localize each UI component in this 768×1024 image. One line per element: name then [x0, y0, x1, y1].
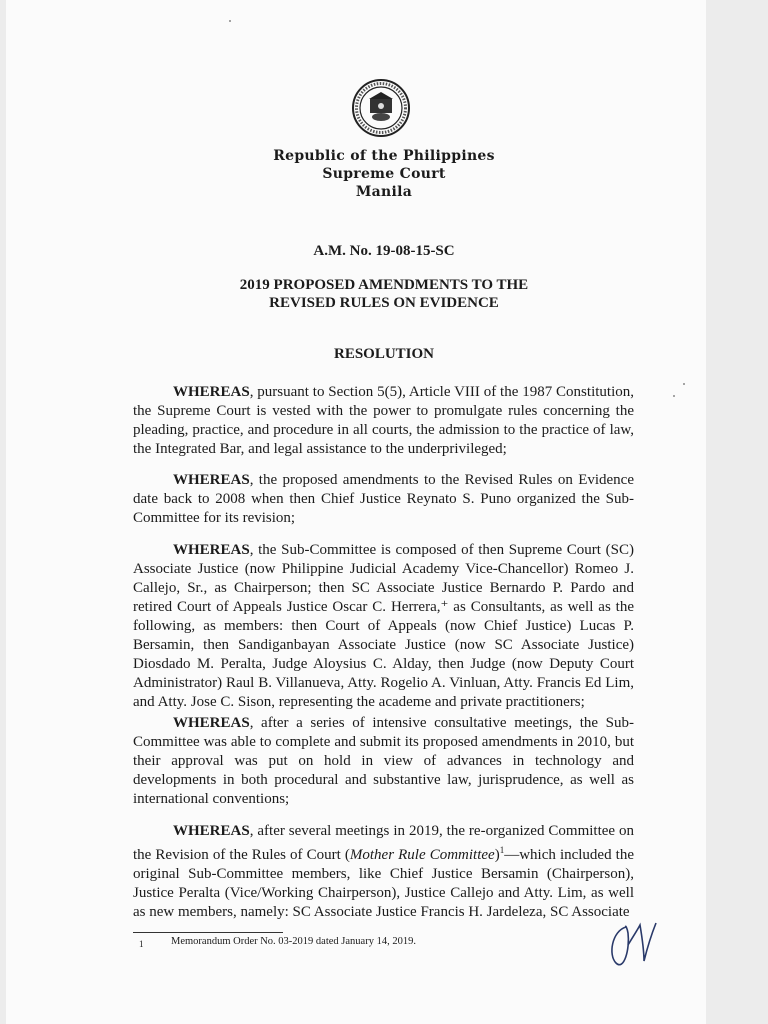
- header-city: Manila: [355, 184, 413, 200]
- paragraph-lead: WHEREAS: [173, 472, 250, 488]
- footnote-ref: 1: [499, 845, 505, 855]
- case-number: A.M. No. 19-08-15-SC: [313, 243, 455, 259]
- paragraph: [133, 541, 634, 712]
- paragraph-text: , the Sub-Committee is composed of then Supreme Court (SC) Associate Justice (now Philippine Judicial Academy Vice-Chancellor) Romeo J. Callejo, Sr., as Chairperson; then SC Associate Justice Bernardo P. Pardo and retired Court of Appeals Justice Oscar C. Herrera,⁺ as Consultants, as well as the following, as members: then Court of Appeals (now Chief Justice) Lucas P. Bersamin, then Sandiganbayan Associate Justice (now SC Associate Justice) Diosdado M. Peralta, Judge Aloysius C. Alday, then Judge (now Deputy Court Administrator) Raul B. Villanueva, Atty. Rogelio A. Vinluan, Atty. Francis Ed Lim, and Atty. Jose C. Sison, representing the academe and private practitioners;: [133, 542, 634, 710]
- paragraph-text: , pursuant to Section 5(5), Article VIII of the 1987 Constitution, the Supreme Court is vested with the power to promulgate rules concerning the pleading, practice, and procedure in all courts, the admission to the practice of law, the Integrated Bar, and legal assistance to the underprivileged;: [133, 384, 634, 457]
- document-type: RESOLUTION: [333, 346, 435, 362]
- paragraph-text: , after several meetings in 2019, the re-organized Committee on the Revision of the Rules of Court (: [133, 823, 634, 863]
- paragraph: [133, 471, 634, 528]
- scan-speck: [673, 395, 675, 397]
- footnote-divider: [133, 932, 283, 933]
- paragraph-lead: WHEREAS: [173, 384, 250, 400]
- paragraph-text: , the proposed amendments to the Revised Rules on Evidence date back to 2008 when then Chief Justice Reynato S. Puno organized the Sub-Committee for its revision;: [133, 472, 634, 526]
- paragraph: [133, 714, 634, 809]
- header-court: Supreme Court: [322, 166, 446, 182]
- title-line-2: REVISED RULES ON EVIDENCE: [269, 295, 499, 311]
- paragraph-lead: WHEREAS: [173, 542, 250, 558]
- paragraph-lead: WHEREAS: [173, 823, 250, 839]
- paragraph-text: , after a series of intensive consultative meetings, the Sub-Committee was able to complete and submit its proposed amendments in 2010, but their approval was put on hold in view of advances in technology and developments in both procedural and substantive law, jurisprudence, as well as international conventions;: [133, 715, 634, 807]
- paragraph-lead: WHEREAS: [173, 715, 250, 731]
- header-republic: Republic of the Philippines: [273, 148, 495, 164]
- paragraph: [133, 383, 634, 459]
- paragraph-text: —which included the original Sub-Committee members, like Chief Justice Bersamin (Chairperson), Justice Peralta (Vice/Working Chairperson), Justice Callejo and Atty. Lim, as well as new members, namely: SC Associate Justice Francis H. Jardeleza, SC Associate: [133, 847, 635, 920]
- footnote-mark: 1: [139, 939, 144, 949]
- title-line-1: 2019 PROPOSED AMENDMENTS TO THE: [239, 277, 529, 293]
- footnote-text: Memorandum Order No. 03-2019 dated January 14, 2019.: [171, 936, 416, 947]
- paragraph: WHEREAS, after several meetings in 2019, the re-organized Committee on the Revision of the Rules of Court (Mother Rule Committee)$^1$—which included the original Sub-Committee members, like Chief Justice Bersamin (Chairperson), Justice Peralta (Vice/Working Chairperson), Justice Callejo and Atty. Lim, as well as new members, namely: SC Associate Justice Francis H. Jardeleza, SC Associate: [133, 823, 635, 920]
- supreme-court-seal: [351, 78, 411, 138]
- handwritten-initials: [604, 915, 664, 975]
- scan-speck: [683, 383, 685, 385]
- paragraph-italic: Mother Rule Committee: [349, 847, 495, 863]
- scan-speck: [229, 20, 231, 22]
